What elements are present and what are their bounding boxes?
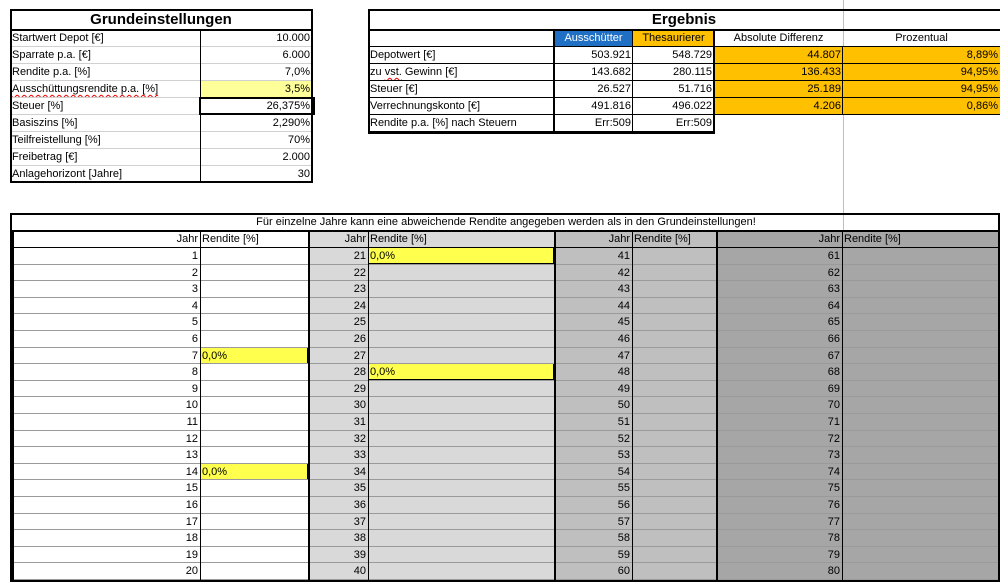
rendite-input[interactable]: [632, 364, 716, 380]
col-divider: [368, 231, 369, 582]
jahr-cell: 40: [353, 565, 366, 578]
jahr-cell: 60: [617, 565, 630, 578]
jahr-cell: 33: [353, 449, 366, 462]
rendite-input[interactable]: [842, 547, 1000, 563]
rendite-input[interactable]: [842, 497, 1000, 513]
rendite-input[interactable]: [842, 514, 1000, 530]
header-absolute-differenz: Absolute Differenz: [733, 32, 824, 44]
rendite-input[interactable]: [368, 397, 554, 413]
col-divider: [200, 231, 201, 582]
rendite-input[interactable]: [842, 265, 1000, 281]
rendite-input[interactable]: [368, 431, 554, 447]
jahr-cell: 67: [827, 349, 840, 362]
jahr-cell: 62: [827, 266, 840, 279]
rendite-input[interactable]: [632, 563, 716, 579]
col-header-jahr: Jahr: [818, 233, 840, 245]
rendite-input[interactable]: [368, 414, 554, 430]
border: [311, 9, 313, 183]
block-border: [12, 231, 14, 582]
jahr-cell: 75: [827, 482, 840, 495]
rendite-input[interactable]: [200, 265, 308, 281]
jahr-cell: 72: [827, 432, 840, 445]
jahr-cell: 69: [827, 382, 840, 395]
rendite-input[interactable]: [200, 547, 308, 563]
rendite-input[interactable]: [200, 298, 308, 314]
rendite-input[interactable]: [632, 281, 716, 297]
jahr-cell: 39: [353, 548, 366, 561]
rendite-input[interactable]: [200, 514, 308, 530]
rendite-input[interactable]: [200, 248, 308, 264]
rendite-input[interactable]: [632, 381, 716, 397]
rendite-input[interactable]: [200, 397, 308, 413]
jahr-cell: 9: [191, 382, 198, 395]
ergebnis-label: Rendite p.a. [%] nach Steuern: [370, 117, 517, 129]
jahr-cell: 63: [827, 283, 840, 296]
ausschuetter-value: 26.527: [597, 83, 631, 95]
grund-label: Steuer [%]: [12, 100, 64, 112]
jahr-cell: 55: [617, 482, 630, 495]
jahr-cell: 2: [191, 266, 198, 279]
prozentual-value: 0,86%: [843, 98, 1000, 115]
rendite-input[interactable]: [200, 414, 308, 430]
jahr-cell: 37: [353, 515, 366, 528]
jahr-cell: 31: [353, 416, 366, 428]
rendite-input[interactable]: [632, 314, 716, 330]
jahr-cell: 27: [353, 349, 366, 362]
ergebnis-title: Ergebnis: [651, 11, 717, 28]
rendite-input[interactable]: [842, 331, 1000, 347]
col-header-rendite: Rendite [%]: [370, 233, 427, 245]
grund-label: Startwert Depot [€]: [12, 32, 104, 44]
jahr-cell: 64: [827, 299, 840, 312]
rendite-input[interactable]: [368, 281, 554, 297]
border: [368, 9, 370, 133]
rendite-input[interactable]: [842, 281, 1000, 297]
jahr-cell: 68: [827, 366, 840, 379]
col-header-rendite: Rendite [%]: [844, 233, 901, 245]
grund-label: Freibetrag [€]: [12, 151, 78, 163]
thesaurierer-value: Err:509: [675, 117, 712, 129]
jahr-cell: 41: [617, 250, 630, 262]
jahr-cell: 59: [617, 548, 630, 561]
grund-value-input[interactable]: 10.000: [276, 32, 310, 44]
rendite-input[interactable]: [842, 381, 1000, 397]
rendite-input[interactable]: [632, 265, 716, 281]
jahr-cell: 28: [353, 366, 366, 379]
border: [313, 97, 315, 115]
prozentual-value: 94,95%: [843, 81, 1000, 98]
rendite-input[interactable]: [368, 298, 554, 314]
rendite-input[interactable]: [842, 298, 1000, 314]
block-border: [554, 231, 556, 582]
rendite-input[interactable]: [842, 314, 1000, 330]
jahr-cell: 58: [617, 532, 630, 545]
rendite-input[interactable]: [632, 414, 716, 430]
rendite-input[interactable]: [632, 530, 716, 546]
rendite-input[interactable]: [368, 381, 554, 397]
col-header-jahr: Jahr: [344, 233, 366, 245]
rendite-input[interactable]: [368, 530, 554, 546]
thesaurierer-value: 51.716: [678, 83, 712, 95]
ausschuetter-value: Err:509: [594, 117, 631, 129]
rendite-input[interactable]: [842, 431, 1000, 447]
jahr-cell: 42: [617, 266, 630, 279]
ausschuetter-value: 143.682: [591, 66, 631, 78]
absolute-differenz-value: 4.206: [714, 98, 843, 115]
jahr-cell: 52: [617, 432, 630, 445]
border: [10, 213, 12, 582]
jahr-cell: 78: [827, 532, 840, 545]
jahr-cell: 15: [185, 482, 198, 495]
jahr-cell: 10: [185, 399, 198, 412]
border: [368, 29, 1000, 31]
rendite-input[interactable]: [368, 331, 554, 347]
jahr-cell: 74: [827, 465, 840, 478]
rendite-input[interactable]: [632, 348, 716, 364]
jahr-cell: 79: [827, 548, 840, 561]
jahr-cell: 8: [191, 366, 198, 379]
jahr-cell: 30: [353, 399, 366, 412]
jahr-cell: 77: [827, 515, 840, 528]
jahr-cell: 5: [191, 316, 198, 329]
border: [368, 46, 1000, 47]
header-prozentual: Prozentual: [895, 32, 948, 44]
grund-value-input[interactable]: 30: [297, 168, 310, 180]
jahr-cell: 38: [353, 532, 366, 545]
jahr-cell: 18: [185, 532, 198, 545]
rendite-input[interactable]: [842, 348, 1000, 364]
border: [10, 9, 313, 11]
jahr-cell: 4: [191, 299, 198, 312]
jahr-cell: 48: [617, 366, 630, 379]
jahr-cell: 7: [191, 349, 198, 362]
ausschuetter-value: 503.921: [591, 49, 631, 61]
border: [10, 230, 1000, 232]
col-header-jahr: Jahr: [176, 233, 198, 245]
rendite-input[interactable]: [200, 530, 308, 546]
jahr-cell: 76: [827, 499, 840, 511]
rendite-input[interactable]: [632, 497, 716, 513]
jahr-cell: 17: [185, 515, 198, 528]
grundeinstellungen-title: Grundeinstellungen: [90, 11, 232, 28]
border: [368, 9, 1000, 11]
border: [199, 113, 315, 115]
border: [199, 97, 315, 99]
rendite-input[interactable]: [368, 265, 554, 281]
jahr-cell: 46: [617, 333, 630, 345]
jahr-cell: 6: [191, 333, 198, 345]
jahr-cell: 53: [617, 449, 630, 462]
jahr-cell: 34: [353, 465, 366, 478]
thesaurierer-value: 496.022: [672, 100, 712, 112]
jahr-cell: 70: [827, 399, 840, 412]
grund-value-input[interactable]: 6.000: [282, 49, 310, 61]
jahr-cell: 12: [185, 432, 198, 445]
grund-value-input[interactable]: 7,0%: [284, 66, 310, 78]
border: [842, 47, 843, 115]
rendite-input[interactable]: [368, 514, 554, 530]
ergebnis-label: zu vst. Gewinn [€]: [370, 66, 458, 78]
header-ausschuetter: Ausschütter: [554, 30, 633, 47]
rendite-input[interactable]: [632, 431, 716, 447]
grund-label: Basiszins [%]: [12, 117, 78, 129]
jahr-cell: 20: [185, 565, 198, 578]
col-header-rendite: Rendite [%]: [634, 233, 691, 245]
jahr-cell: 11: [186, 416, 198, 428]
grund-label: Sparrate p.a. [€]: [12, 49, 91, 61]
jahr-cell: 32: [353, 432, 366, 445]
jahr-cell: 22: [353, 266, 366, 279]
jahr-cell: 19: [185, 548, 198, 561]
grund-label: Anlagehorizont [Jahre]: [12, 168, 123, 180]
rendite-input[interactable]: [632, 447, 716, 463]
jahr-cell: 14: [185, 465, 198, 478]
absolute-differenz-value: 25.189: [714, 81, 843, 98]
grund-value-input[interactable]: 2.000: [282, 151, 310, 163]
block-border: [716, 231, 718, 582]
rendite-input[interactable]: [200, 431, 308, 447]
jahr-cell: 66: [827, 333, 840, 345]
jahr-cell: 56: [617, 499, 630, 511]
grund-label: Teilfreistellung [%]: [12, 134, 101, 146]
rendite-input[interactable]: [842, 530, 1000, 546]
rendite-input[interactable]: [368, 563, 554, 579]
jahr-cell: 16: [185, 499, 198, 511]
grund-label: Rendite p.a. [%]: [12, 66, 91, 78]
jahr-cell: 57: [617, 515, 630, 528]
rendite-input[interactable]: [842, 397, 1000, 413]
block-border: [308, 231, 310, 582]
jahr-cell: 80: [827, 565, 840, 578]
grund-value-input[interactable]: 70%: [287, 134, 310, 146]
border: [10, 9, 12, 183]
rendite-input[interactable]: [842, 464, 1000, 480]
rendite-input[interactable]: [842, 563, 1000, 579]
rendite-input[interactable]: 0,0%: [200, 348, 308, 364]
rendite-input[interactable]: [632, 514, 716, 530]
jahr-cell: 29: [353, 382, 366, 395]
rendite-input[interactable]: [632, 397, 716, 413]
col-header-jahr: Jahr: [608, 233, 630, 245]
border: [368, 132, 715, 134]
rendite-input[interactable]: [200, 563, 308, 579]
jahr-cell: 49: [617, 382, 630, 395]
border: [199, 97, 201, 115]
rendite-input[interactable]: [632, 248, 716, 264]
rendite-input[interactable]: [842, 248, 1000, 264]
grund-value-input[interactable]: 26,375%: [266, 100, 310, 112]
border: [10, 181, 313, 183]
ergebnis-label: Verrechnungskonto [€]: [370, 100, 481, 112]
thesaurierer-value: 280.115: [673, 66, 712, 78]
jahr-cell: 21: [353, 250, 366, 262]
jahr-cell: 44: [617, 299, 630, 312]
rendite-input[interactable]: [368, 464, 554, 480]
border: [10, 213, 1000, 215]
rendite-input[interactable]: [632, 331, 716, 347]
rendite-input[interactable]: 0,0%: [200, 464, 308, 480]
jahr-cell: 65: [827, 316, 840, 329]
rendite-input[interactable]: [632, 464, 716, 480]
rendite-input[interactable]: [632, 298, 716, 314]
jahr-cell: 23: [353, 283, 366, 296]
rendite-input[interactable]: [200, 331, 308, 347]
rendite-input[interactable]: [842, 480, 1000, 496]
jahr-cell: 25: [353, 316, 366, 329]
jahr-cell: 54: [617, 465, 630, 478]
jahr-cell: 51: [617, 416, 630, 428]
ergebnis-label: Depotwert [€]: [370, 49, 436, 61]
header-thesaurierer: Thesaurierer: [633, 30, 714, 47]
rendite-input[interactable]: [200, 497, 308, 513]
jahr-cell: 43: [617, 283, 630, 296]
rendite-input[interactable]: [200, 381, 308, 397]
rendite-input[interactable]: [200, 480, 308, 496]
rendite-input[interactable]: [200, 447, 308, 463]
prozentual-value: 94,95%: [843, 64, 1000, 81]
jahr-cell: 36: [353, 499, 366, 511]
grund-value-input[interactable]: 3,5%: [200, 81, 312, 98]
jahr-cell: 1: [191, 250, 198, 262]
border: [10, 29, 313, 31]
jahr-cell: 13: [185, 449, 198, 462]
absolute-differenz-value: 44.807: [714, 47, 843, 64]
rendite-input[interactable]: [200, 314, 308, 330]
rendite-input[interactable]: [632, 480, 716, 496]
grund-label: Ausschüttungsrendite p.a. [%]: [12, 83, 159, 95]
rendite-input[interactable]: [368, 314, 554, 330]
rendite-input[interactable]: [200, 364, 308, 380]
rendite-input[interactable]: [368, 348, 554, 364]
jahr-cell: 35: [353, 482, 366, 495]
rendite-input[interactable]: [368, 497, 554, 513]
jahr-cell: 24: [353, 299, 366, 312]
ergebnis-label: Steuer [€]: [370, 83, 418, 95]
jahr-cell: 73: [827, 449, 840, 462]
rendite-input[interactable]: 0,0%: [368, 364, 554, 380]
jahr-cell: 50: [617, 399, 630, 412]
jahre-note: Für einzelne Jahre kann eine abweichende Rendite angegeben werden als in den Grundeinstellungen!: [256, 216, 756, 228]
jahr-cell: 71: [827, 416, 840, 428]
col-header-rendite: Rendite [%]: [202, 233, 259, 245]
rendite-input[interactable]: [842, 414, 1000, 430]
rendite-input[interactable]: 0,0%: [368, 248, 554, 264]
ausschuetter-value: 491.816: [591, 100, 631, 112]
jahr-cell: 45: [617, 316, 630, 329]
grund-value-input[interactable]: 2,290%: [272, 117, 310, 129]
rendite-input[interactable]: [632, 547, 716, 563]
rendite-input[interactable]: [200, 281, 308, 297]
rendite-input[interactable]: [842, 447, 1000, 463]
jahr-cell: 61: [827, 250, 840, 262]
rendite-input[interactable]: [368, 547, 554, 563]
col-divider: [632, 231, 633, 582]
jahr-cell: 3: [191, 283, 198, 296]
rendite-input[interactable]: [842, 364, 1000, 380]
jahr-cell: 26: [353, 333, 366, 345]
col-divider: [842, 231, 843, 582]
thesaurierer-value: 548.729: [672, 49, 712, 61]
rendite-input[interactable]: [368, 447, 554, 463]
absolute-differenz-value: 136.433: [714, 64, 843, 81]
prozentual-value: 8,89%: [843, 47, 1000, 64]
jahr-cell: 47: [617, 349, 630, 362]
rendite-input[interactable]: [368, 480, 554, 496]
